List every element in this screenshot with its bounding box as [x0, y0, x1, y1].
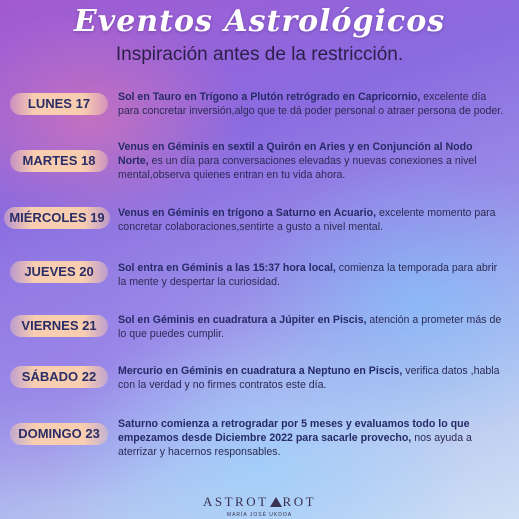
- day-badge: MIÉRCOLES 19: [4, 207, 110, 229]
- day-badge: DOMINGO 23: [10, 423, 108, 445]
- event-highlight: Sol en Tauro en Trígono a Plutón retrógrado en Capricornio,: [118, 91, 421, 103]
- event-description: [118, 261, 504, 289]
- brand-logo: [0, 494, 519, 510]
- event-text: atención a prometer más de lo que puedes cumplir.: [118, 314, 502, 340]
- event-highlight: Venus en Géminis en sextil a Quirón en Aries y en Conjunción al Nodo Norte,: [118, 141, 473, 167]
- logo-text-left: ASTROT: [202, 494, 269, 509]
- event-highlight: Sol en Géminis en cuadratura a Júpiter en Piscis,: [118, 314, 367, 326]
- event-highlight: Sol entra en Géminis a las 15:37 hora local,: [118, 262, 336, 274]
- event-text: excelente día para concretar inversión,algo que te dá poder personal o atraer persona de poder.: [118, 91, 504, 117]
- event-text: excelente momento para concretar colaboraciones,sentirte a gusto a nivel mental.: [118, 207, 496, 233]
- day-badge: SÁBADO 22: [10, 366, 108, 388]
- event-description: [118, 90, 504, 118]
- event-description: [118, 313, 504, 341]
- page-subtitle: Inspiración antes de la restricción.: [115, 44, 404, 65]
- event-highlight: Saturno comienza a retrogradar por 5 meses y evaluamos todo lo que empezamos desde Diciembre 2022 para sacarle provecho,: [118, 418, 470, 444]
- day-badge: MARTES 18: [10, 150, 108, 172]
- day-badge: VIERNES 21: [10, 315, 108, 337]
- event-text: comienza la temporada para abrir la mente y despertar la curiosidad.: [118, 262, 498, 288]
- event-highlight: Mercurio en Géminis en cuadratura a Neptuno en Piscis,: [118, 365, 403, 377]
- triangle-icon: [270, 497, 282, 507]
- day-badge: JUEVES 20: [10, 261, 108, 283]
- event-description: [118, 140, 504, 182]
- event-description: [118, 206, 504, 234]
- event-text: es un día para conversaciones elevadas y nuevas conexiones a nivel mental,observa quienes entran en tu vida ahora.: [118, 155, 477, 181]
- event-text: verifica datos ,habla con la verdad y no firmes contratos este día.: [118, 365, 500, 391]
- event-description: [118, 364, 504, 392]
- event-description: [118, 417, 504, 459]
- author-name: MARÍA JOSÉ UKDOA: [226, 512, 293, 518]
- event-text: nos ayuda a aterrizar y hacernos responsables.: [118, 432, 472, 458]
- logo-text-right: ROT: [282, 494, 317, 509]
- page-title: Eventos Astrológicos: [73, 4, 446, 39]
- day-badge: LUNES 17: [10, 93, 108, 115]
- event-highlight: Venus en Géminis en trígono a Saturno en Acuario,: [118, 207, 377, 219]
